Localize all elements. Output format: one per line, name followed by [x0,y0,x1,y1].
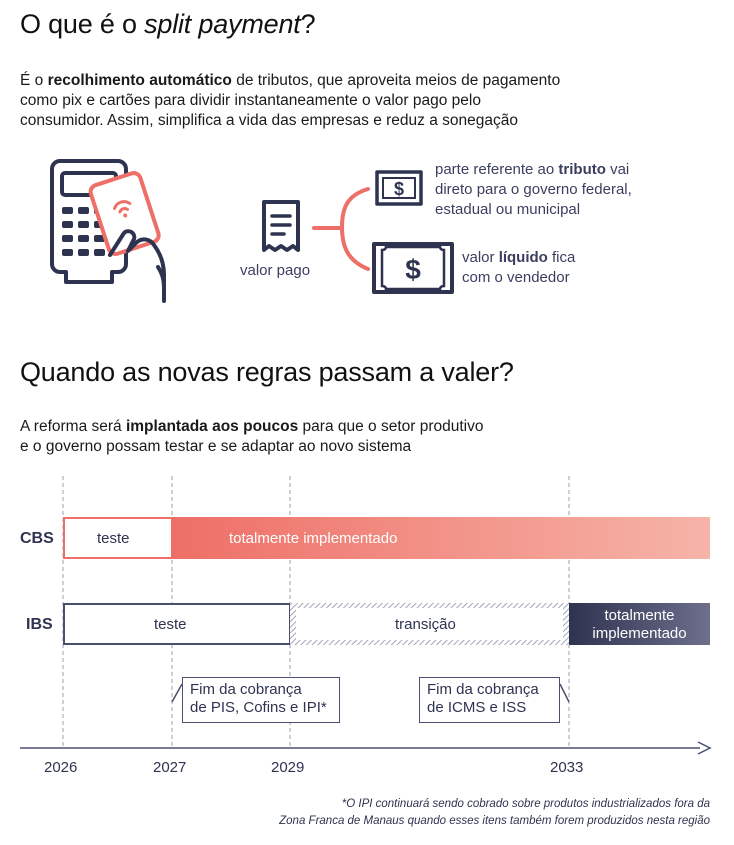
section1-title: O que é o split payment? [20,9,316,39]
year-2027: 2027 [153,759,187,776]
cbs-test-label: teste [97,530,130,547]
receipt-icon [258,198,304,256]
tax-part-text: parte referente ao tributo vai direto para o governo federal, estadual ou municipal [435,161,632,218]
callout-pis-cofins: Fim da cobrança de PIS, Cofins e IPI* [182,677,340,723]
footnote: *O IPI continuará sendo cobrado sobre produtos industrializados fora da Zona Franca de Manaus quando esses itens também forem produzidos nesta região [279,798,710,827]
cbs-full-label: totalmente implementado [229,530,398,547]
svg-text:$: $ [405,254,421,285]
valor-pago-label: valor pago [240,262,311,279]
svg-text:$: $ [393,179,405,199]
split-connector-icon [310,185,370,275]
ibs-transition-label: transição [395,616,456,633]
year-2026: 2026 [44,759,78,776]
cbs-row-label: CBS [20,530,54,547]
section1-description: É o recolhimento automático de tributos, que aproveita meios de pagamento como pix e cartões para dividir instantaneamente o valor pago pelo consumidor. Assim, simplifica a vida das empresas e reduz a sonegação [20,72,561,129]
section2-description: A reforma será implantada aos poucos para que o setor produtivo e o governo possam testar e se adaptar ao novo sistema [20,418,484,455]
year-2029: 2029 [271,759,305,776]
year-2033: 2033 [550,759,584,776]
net-value-text: valor líquido fica com o vendedor [462,249,576,286]
tax-bill-icon [373,168,425,208]
ibs-test-label: teste [154,616,187,633]
ibs-row-label: IBS [26,616,53,633]
callout-icms-iss: Fim da cobrança de ICMS e ISS [419,677,560,723]
ibs-full-label: totalmente implementado [592,607,687,642]
net-bill-icon [370,238,456,298]
payment-terminal-icon [40,155,185,305]
section2-title: Quando as novas regras passam a valer? [20,357,514,387]
